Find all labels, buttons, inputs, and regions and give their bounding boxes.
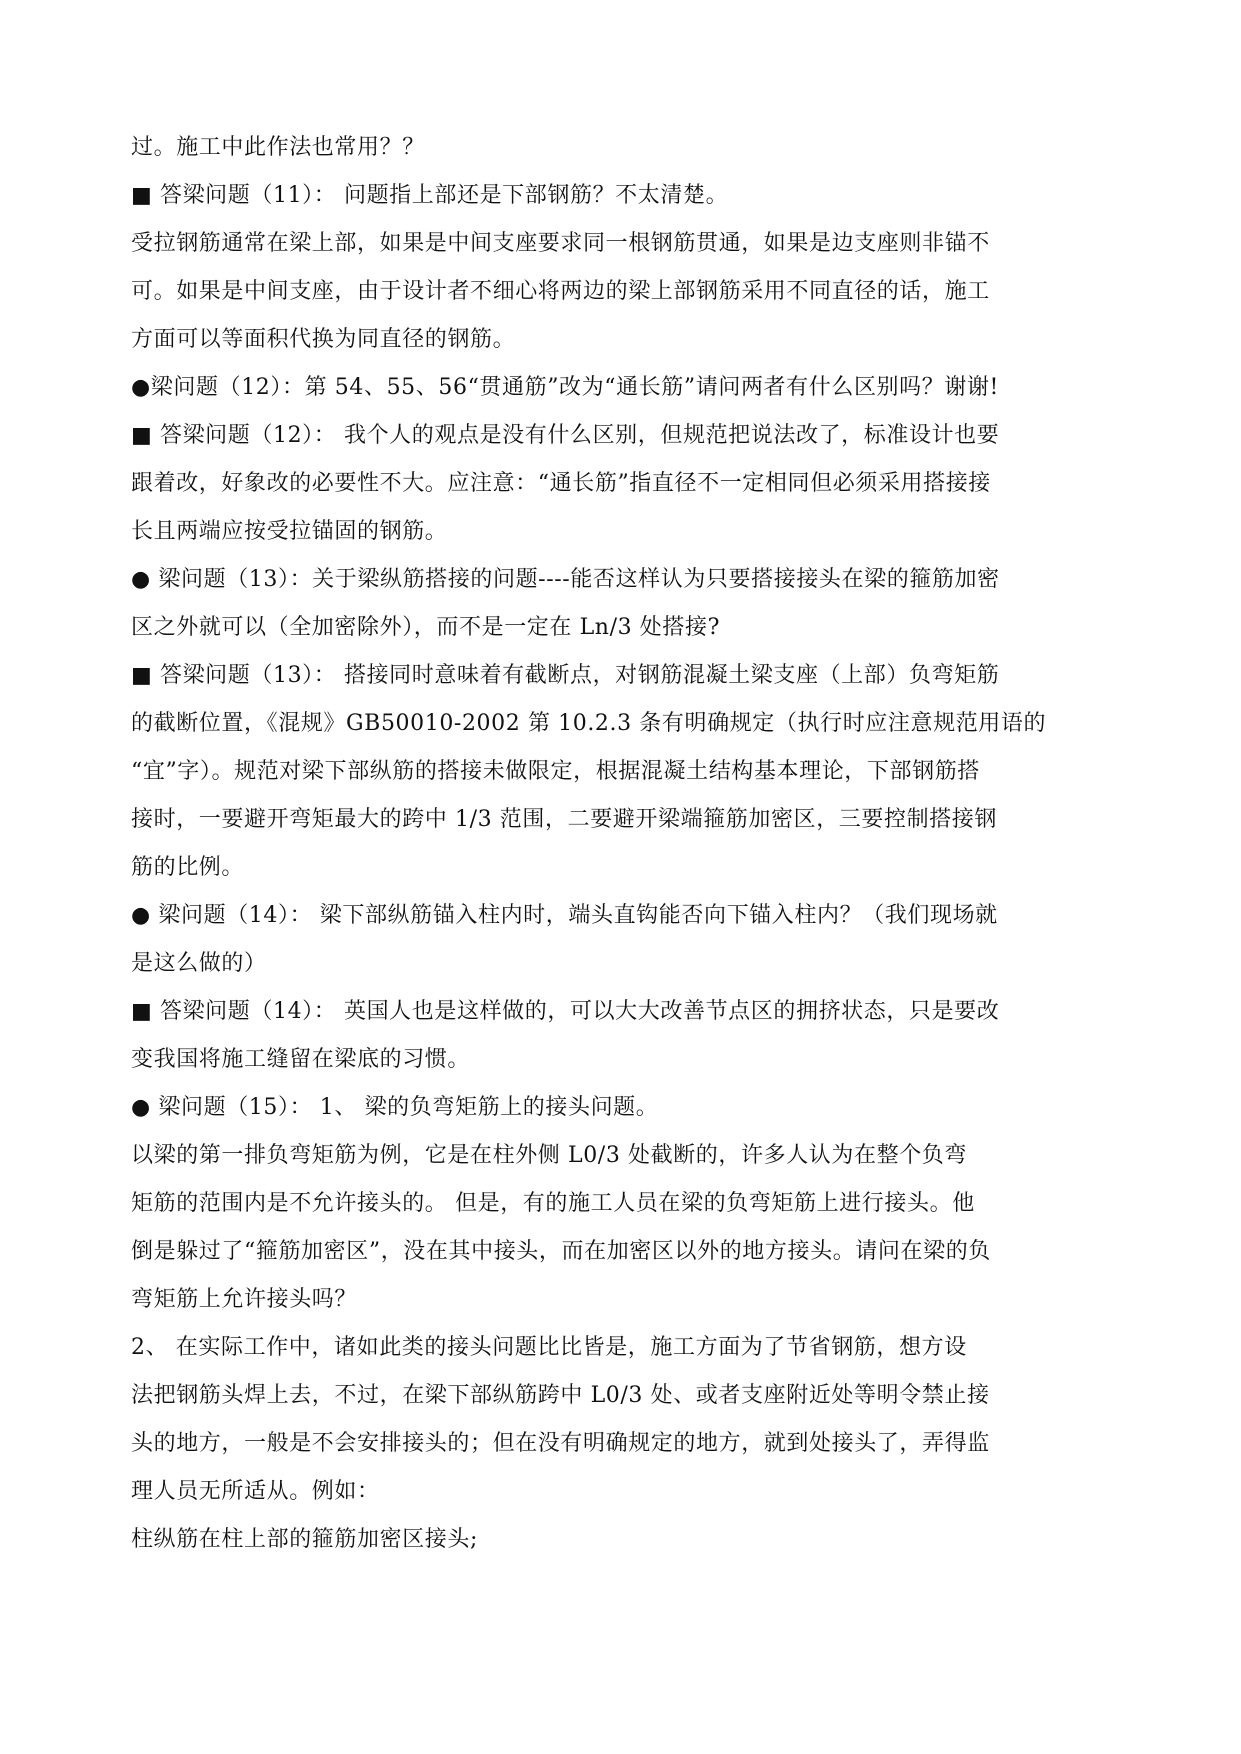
answer-heading-13: ■ 答梁问题（13）： 搭接同时意味着有截断点，对钢筋混凝土梁支座（上部）负弯矩筋 — [131, 663, 1000, 688]
question-heading-15: ● 梁问题（15）： 1、 梁的负弯矩筋上的接头问题。 — [131, 1095, 659, 1120]
text-line: 理人员无所适从。例如： — [131, 1479, 380, 1504]
question-heading-13: ● 梁问题（13）：关于梁纵筋搭接的问题----能否这样认为只要搭接接头在梁的箍筋加密 — [131, 567, 1000, 592]
text-line: 可。如果是中间支座，由于设计者不细心将两边的梁上部钢筋采用不同直径的话，施工 — [131, 279, 990, 304]
text-line: 过。施工中此作法也常用？？ — [131, 135, 425, 160]
question-heading-12: ●梁问题（12）：第 54、55、56“贯通筋”改为“通长筋”请问两者有什么区别吗？谢谢! — [131, 375, 999, 400]
text-line: 倒是躲过了“箍筋加密区”，没在其中接头，而在加密区以外的地方接头。请问在梁的负 — [131, 1239, 991, 1264]
text-line: 柱纵筋在柱上部的箍筋加密区接头; — [131, 1527, 479, 1552]
answer-heading-12: ■ 答梁问题（12）： 我个人的观点是没有什么区别，但规范把说法改了，标准设计也要 — [131, 423, 1000, 448]
text-line: 长且两端应按受拉锚固的钢筋。 — [131, 519, 448, 544]
numbered-item-2: 2、 在实际工作中，诸如此类的接头问题比比皆是，施工方面为了节省钢筋，想方设 — [131, 1335, 967, 1360]
text-line: 以梁的第一排负弯矩筋为例，它是在柱外侧 L0/3 处截断的，许多人认为在整个负弯 — [131, 1143, 968, 1168]
text-line: 的截断位置，《混规》GB50010-2002 第 10.2.3 条有明确规定（执行时应注意规范用语的 — [131, 711, 1047, 736]
answer-heading-14: ■ 答梁问题（14）： 英国人也是这样做的，可以大大改善节点区的拥挤状态，只是要改 — [131, 999, 1000, 1024]
text-line: “宜”字）。规范对梁下部纵筋的搭接未做限定，根据混凝土结构基本理论，下部钢筋搭 — [131, 759, 980, 784]
text-line: 法把钢筋头焊上去，不过，在梁下部纵筋跨中 L0/3 处、或者支座附近处等明令禁止接 — [131, 1383, 990, 1408]
text-line: 矩筋的范围内是不允许接头的。 但是，有的施工人员在梁的负弯矩筋上进行接头。他 — [131, 1191, 975, 1216]
text-line: 接时，一要避开弯矩最大的跨中 1/3 范围，二要避开梁端箍筋加密区，三要控制搭接钢 — [131, 807, 997, 832]
text-line: 弯矩筋上允许接头吗？ — [131, 1287, 358, 1312]
text-line: 受拉钢筋通常在梁上部，如果是中间支座要求同一根钢筋贯通，如果是边支座则非锚不 — [131, 231, 990, 256]
text-line: 筋的比例。 — [131, 855, 245, 880]
answer-heading-11: ■ 答梁问题（11）： 问题指上部还是下部钢筋？不太清楚。 — [131, 183, 729, 208]
text-line: 是这么做的） — [131, 951, 267, 976]
text-line: 变我国将施工缝留在梁底的习惯。 — [131, 1047, 471, 1072]
text-line: 头的地方，一般是不会安排接头的；但在没有明确规定的地方，就到处接头了，弄得监 — [131, 1431, 990, 1456]
text-line: 跟着改，好象改的必要性不大。应注意：“通长筋”指直径不一定相同但必须采用搭接接 — [131, 471, 991, 496]
text-line: 区之外就可以（全加密除外），而不是一定在 Ln/3 处搭接? — [131, 615, 720, 640]
question-heading-14: ● 梁问题（14）： 梁下部纵筋锚入柱内时，端头直钩能否向下锚入柱内？（我们现场就 — [131, 903, 998, 928]
text-line: 方面可以等面积代换为同直径的钢筋。 — [131, 327, 516, 352]
